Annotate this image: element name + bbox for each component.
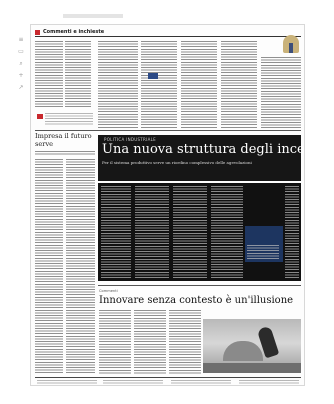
- section-2-title: Innovare senza contesto è un'illusione: [99, 295, 294, 306]
- bottom-ad-text-3: [171, 380, 231, 385]
- col-2-text: [141, 41, 177, 129]
- left-note-text: [45, 113, 93, 125]
- feature-title: Una nuova struttura degli incentivi: [102, 142, 334, 157]
- news-photo: [203, 319, 301, 373]
- sec2-text-3: [169, 310, 201, 374]
- feature-text-2: [135, 186, 169, 278]
- sec2-text-2: [134, 310, 166, 374]
- bottom-ad-text-1: [37, 380, 97, 385]
- search-icon[interactable]: ⌕: [19, 60, 23, 67]
- toolbar-strip: [63, 14, 123, 18]
- feature-text-4: [211, 186, 243, 278]
- sec2-text-1: [99, 310, 131, 374]
- red-badge: [37, 114, 43, 119]
- zoom-icon[interactable]: +: [18, 72, 24, 79]
- col-3-text: [181, 41, 217, 129]
- masthead-title: Commenti e inchieste: [43, 29, 105, 35]
- section-2-kicker: Commenti: [99, 289, 118, 293]
- bottom-ad-text-4: [239, 380, 299, 385]
- left-top-text: [35, 41, 63, 107]
- page-icon[interactable]: ▭: [18, 48, 24, 55]
- col-1-text: [98, 41, 138, 129]
- col-4-text: [221, 41, 257, 129]
- feature-banner: [98, 135, 334, 181]
- feature-text-1: [101, 186, 131, 278]
- bottom-ad-text-2: [103, 380, 163, 385]
- newspaper-page[interactable]: [30, 24, 334, 386]
- left-column-text-a: [35, 159, 63, 373]
- col-5-text: [261, 57, 301, 129]
- left-column-text-b: [66, 159, 95, 373]
- left-column-title: Impresa il futuro serve: [35, 132, 92, 148]
- left-byline: [35, 151, 95, 156]
- feature-text-5: [285, 186, 299, 278]
- left-top-text-2: [65, 41, 91, 107]
- info-box-text: [247, 245, 279, 259]
- feature-text-3: [173, 186, 207, 278]
- masthead: [35, 29, 301, 37]
- menu-icon[interactable]: ≡: [18, 36, 24, 43]
- feature-subtitle: Per il sistema produttivo serve un riordino complessivo delle agevolazioni: [102, 160, 252, 165]
- author-portrait: [283, 35, 299, 53]
- feature-kicker: POLITICA INDUSTRIALE: [104, 137, 157, 142]
- masthead-red-mark: [35, 30, 40, 35]
- section-rule: [35, 130, 301, 131]
- section-2-rule: [98, 285, 301, 286]
- brand-logo: [148, 73, 158, 79]
- share-icon[interactable]: ↗: [18, 84, 24, 91]
